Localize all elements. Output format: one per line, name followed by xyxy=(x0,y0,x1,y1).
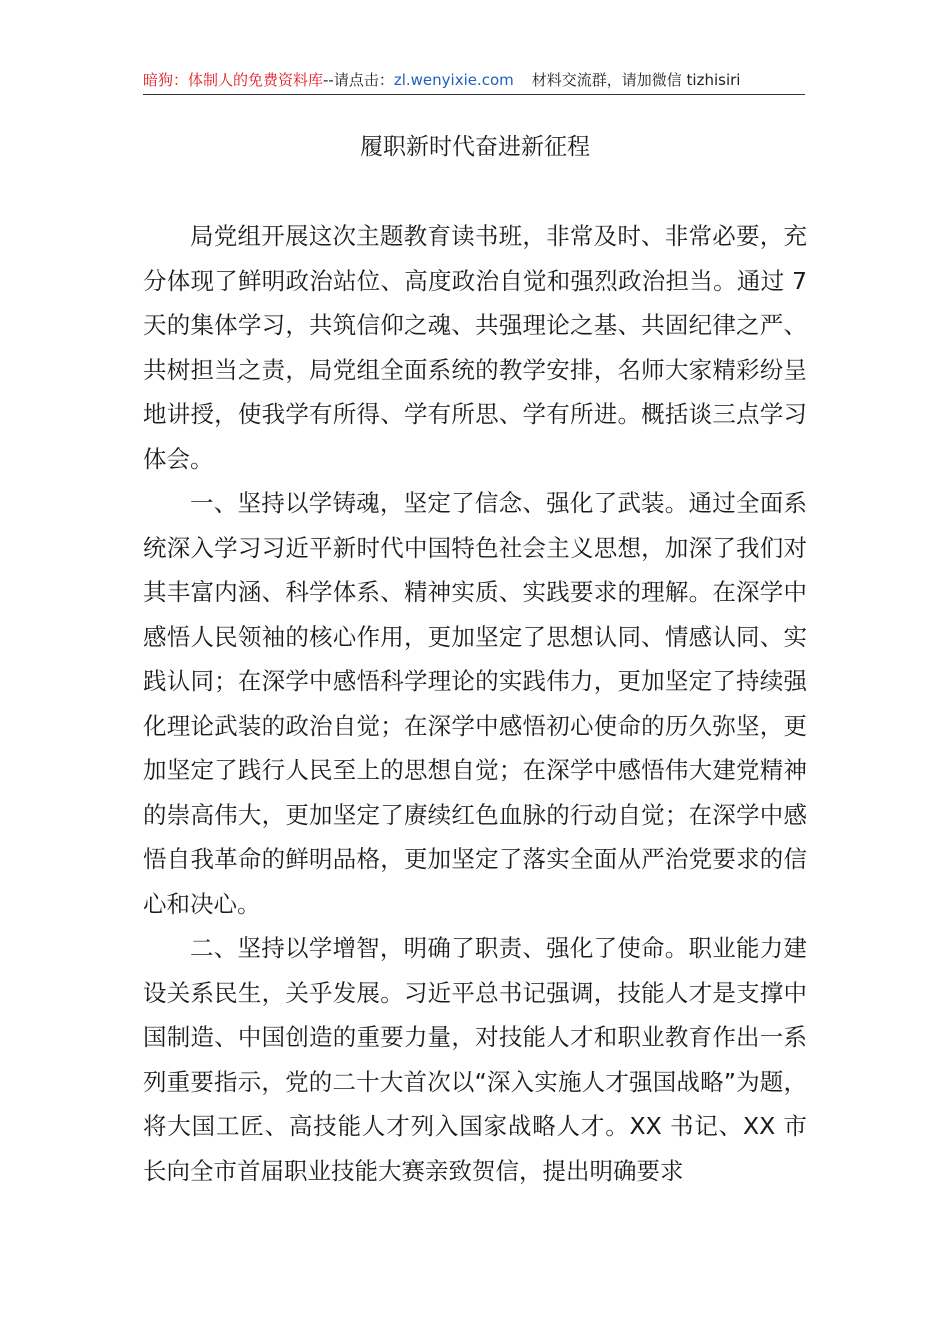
page-header xyxy=(143,66,805,95)
document-title: 履职新时代奋进新征程 xyxy=(360,134,590,160)
header-link[interactable]: zl.wenyixie.com xyxy=(393,71,514,89)
header-brand: 暗狗：体制人的免费资料库 xyxy=(143,71,324,89)
document-body xyxy=(143,214,807,1193)
header-contact: 材料交流群，请加微信 tizhisiri xyxy=(531,71,741,89)
paragraph-point-two: 二、坚持以学增智，明确了职责、强化了使命。职业能力建设关系民生，关乎发展。习近平总书记强调，技能人才是支撑中国制造、中国创造的重要力量，对技能人才和职业教育作出一系列重要指示，党的二十大首次以“深入实施人才强国战略”为题，将大国工匠、高技能人才列入国家战略人才。XX 书记、XX 市长向全市首届职业技能大赛亲致贺信，提出明确要求 xyxy=(143,934,807,1185)
header-cta: --请点击： xyxy=(323,71,394,89)
paragraph-intro: 局党组开展这次主题教育读书班，非常及时、非常必要，充分体现了鲜明政治站位、高度政治自觉和强烈政治担当。通过 7 天的集体学习，共筑信仰之魂、共强理论之基、共固纪律之严、共树担当之责，局党组全面系统的教学安排，名师大家精彩纷呈地讲授，使我学有所得、学有所思、学有所进。概括谈三点学习体会。 xyxy=(143,222,807,473)
paragraph-point-one: 一、坚持以学铸魂，坚定了信念、强化了武装。通过全面系统深入学习习近平新时代中国特色社会主义思想，加深了我们对其丰富内涵、科学体系、精神实质、实践要求的理解。在深学中感悟人民领袖的核心作用，更加坚定了思想认同、情感认同、实践认同；在深学中感悟科学理论的实践伟力，更加坚定了持续强化理论武装的政治自觉；在深学中感悟初心使命的历久弥坚，更加坚定了践行人民至上的思想自觉；在深学中感悟伟大建党精神的崇高伟大，更加坚定了赓续红色血脉的行动自觉；在深学中感悟自我革命的鲜明品格，更加坚定了落实全面从严治党要求的信心和决心。 xyxy=(143,489,807,918)
